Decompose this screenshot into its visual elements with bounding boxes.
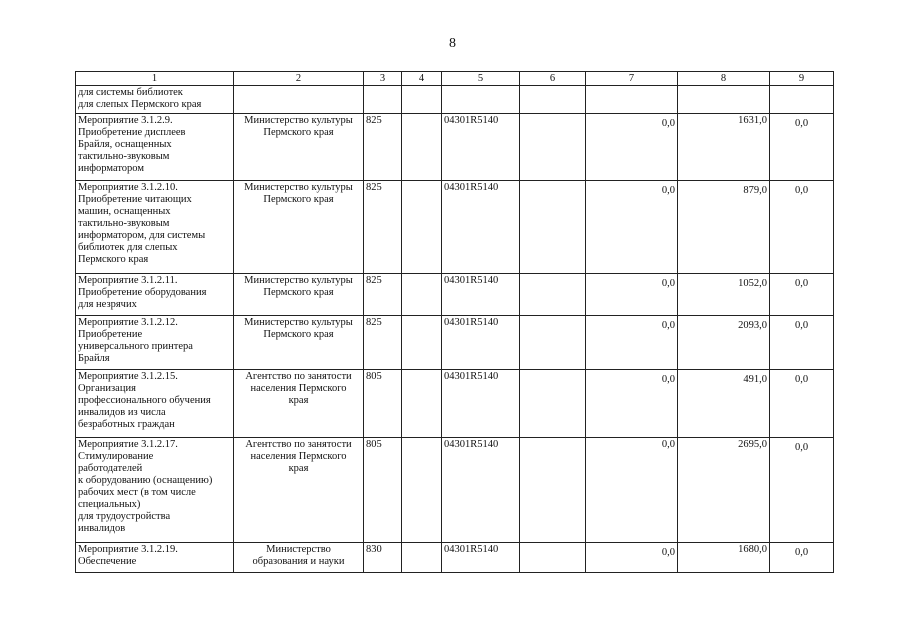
cell-col-9: 0,0: [770, 543, 834, 573]
cell-col-6: [520, 86, 586, 114]
table-row: [76, 438, 834, 543]
cell-col-7: 0,0: [586, 181, 678, 274]
cell-col-5: 04301R5140: [442, 181, 520, 274]
cell-col-7: [586, 86, 678, 114]
cell-col-5: 04301R5140: [442, 438, 520, 543]
cell-col-8: 2695,0: [678, 438, 770, 543]
cell-col-7: 0,0: [586, 543, 678, 573]
cell-col-6: [520, 370, 586, 438]
cell-col-6: [520, 316, 586, 370]
responsible-org: Министерство культуры Пермского края: [234, 274, 364, 316]
cell-col-3: 825: [364, 316, 402, 370]
table-row: [76, 370, 834, 438]
column-header-3: 3: [364, 72, 402, 86]
column-header-5: 5: [442, 72, 520, 86]
responsible-org: Агентство по занятости населения Пермского края: [234, 438, 364, 543]
cell-col-8: 1680,0: [678, 543, 770, 573]
cell-col-9: 0,0: [770, 274, 834, 316]
column-header-4: 4: [402, 72, 442, 86]
cell-col-6: [520, 438, 586, 543]
table-row: [76, 114, 834, 181]
column-header-8: 8: [678, 72, 770, 86]
cell-col-8: 1052,0: [678, 274, 770, 316]
cell-col-6: [520, 114, 586, 181]
cell-col-9: 0,0: [770, 316, 834, 370]
cell-col-9: 0,0: [770, 181, 834, 274]
table-row: [76, 543, 834, 573]
column-header-1: 1: [76, 72, 234, 86]
cell-col-8: 1631,0: [678, 114, 770, 181]
cell-col-4: [402, 316, 442, 370]
cell-col-5: 04301R5140: [442, 370, 520, 438]
responsible-org: Министерство образования и науки: [234, 543, 364, 573]
cell-col-4: [402, 438, 442, 543]
column-header-2: 2: [234, 72, 364, 86]
cell-col-4: [402, 181, 442, 274]
cell-col-9: 0,0: [770, 438, 834, 543]
cell-col-5: [442, 86, 520, 114]
table-row: [76, 316, 834, 370]
responsible-org: Министерство культуры Пермского края: [234, 114, 364, 181]
responsible-org: Министерство культуры Пермского края: [234, 316, 364, 370]
table-row: [76, 86, 834, 114]
column-header-6: 6: [520, 72, 586, 86]
activity-name: Мероприятие 3.1.2.11. Приобретение оборудования для незрячих: [76, 274, 234, 316]
page-number: 8: [449, 36, 456, 51]
cell-col-3: 805: [364, 370, 402, 438]
cell-col-8: 2093,0: [678, 316, 770, 370]
cell-col-3: 825: [364, 274, 402, 316]
cell-col-6: [520, 181, 586, 274]
cell-col-8: 879,0: [678, 181, 770, 274]
cell-col-5: 04301R5140: [442, 316, 520, 370]
cell-col-4: [402, 370, 442, 438]
cell-col-7: 0,0: [586, 114, 678, 181]
cell-col-9: 0,0: [770, 370, 834, 438]
cell-col-7: 0,0: [586, 370, 678, 438]
responsible-org: [234, 86, 364, 114]
responsible-org: Министерство культуры Пермского края: [234, 181, 364, 274]
table-row: [76, 181, 834, 274]
activity-name: Мероприятие 3.1.2.17. Стимулирование работодателей к оборудованию (оснащению) рабочих мест (в том числе специальных) для трудоустройства инвалидов: [76, 438, 234, 543]
cell-col-7: 0,0: [586, 274, 678, 316]
column-header-7: 7: [586, 72, 678, 86]
responsible-org: Агентство по занятости населения Пермского края: [234, 370, 364, 438]
cell-col-4: [402, 86, 442, 114]
cell-col-3: 825: [364, 114, 402, 181]
cell-col-8: 491,0: [678, 370, 770, 438]
cell-col-6: [520, 543, 586, 573]
table-row: [76, 274, 834, 316]
cell-col-8: [678, 86, 770, 114]
activity-name: Мероприятие 3.1.2.15. Организация профессионального обучения инвалидов из числа безработных граждан: [76, 370, 234, 438]
budget-table: [75, 71, 834, 573]
cell-col-3: 805: [364, 438, 402, 543]
cell-col-7: 0,0: [586, 316, 678, 370]
cell-col-7: 0,0: [586, 438, 678, 543]
cell-col-9: 0,0: [770, 114, 834, 181]
activity-name: для системы библиотек для слепых Пермского края: [76, 86, 234, 114]
column-header-9: 9: [770, 72, 834, 86]
activity-name: Мероприятие 3.1.2.10. Приобретение читающих машин, оснащенных тактильно-звуковым информатором, для системы библиотек для слепых Пермского края: [76, 181, 234, 274]
activity-name: Мероприятие 3.1.2.9. Приобретение дисплеев Брайля, оснащенных тактильно-звуковым информатором: [76, 114, 234, 181]
cell-col-6: [520, 274, 586, 316]
activity-name: Мероприятие 3.1.2.19. Обеспечение: [76, 543, 234, 573]
cell-col-9: [770, 86, 834, 114]
cell-col-3: 830: [364, 543, 402, 573]
cell-col-5: 04301R5140: [442, 114, 520, 181]
cell-col-4: [402, 543, 442, 573]
table-header-row: [76, 72, 834, 86]
activity-name: Мероприятие 3.1.2.12. Приобретение универсального принтера Брайля: [76, 316, 234, 370]
cell-col-4: [402, 114, 442, 181]
cell-col-3: [364, 86, 402, 114]
cell-col-5: 04301R5140: [442, 543, 520, 573]
cell-col-4: [402, 274, 442, 316]
cell-col-5: 04301R5140: [442, 274, 520, 316]
cell-col-3: 825: [364, 181, 402, 274]
